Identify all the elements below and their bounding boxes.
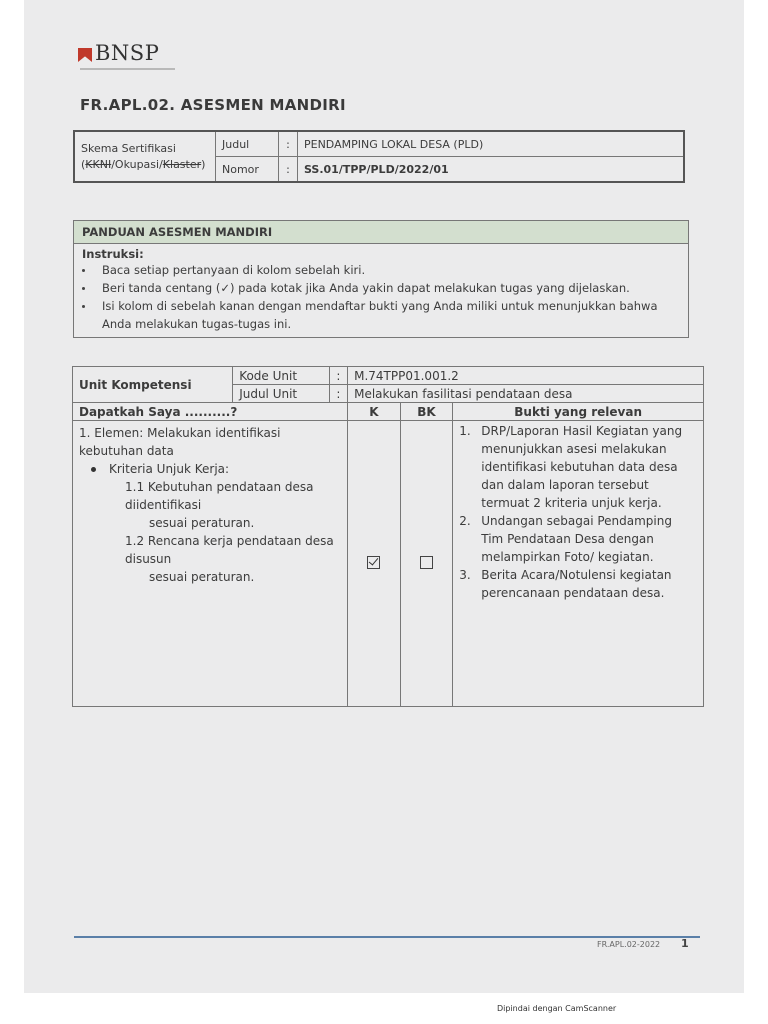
kuk-1-cont: sesuai peraturan.: [149, 516, 255, 530]
bukti-item: 2. Undangan sebagai Pendamping Tim Pendataan Desa dengan melampirkan Foto/ kegiatan.: [459, 514, 672, 564]
kuk-2-cont: sesuai peraturan.: [149, 570, 255, 584]
bk-cell: [400, 421, 453, 707]
judul-key: Judul: [216, 131, 279, 157]
instruksi-item: Isi kolom di sebelah kanan dengan mendaftar bukti yang Anda miliki untuk menunjukkan bahwa Anda melakukan tugas-tugas ini.: [102, 297, 680, 333]
col-header-bukti: Bukti yang relevan: [453, 403, 704, 421]
nomor-sep: :: [279, 157, 298, 183]
kode-label: Kode Unit: [233, 367, 330, 385]
judul-sep: :: [279, 131, 298, 157]
logo-subtitle: [80, 68, 175, 70]
instruksi-item: Beri tanda centang (✓) pada kotak jika Anda yakin dapat melakukan tugas yang dijelaskan.: [102, 279, 680, 297]
skema-label: Skema Sertifikasi (KKNI/Okupasi/Klaster): [74, 131, 216, 182]
unit-table: [72, 366, 704, 707]
judul-unit-value: Melakukan fasilitasi pendataan desa: [348, 385, 704, 403]
elemen-cell: [73, 421, 348, 707]
skema-strike-kkni: KKNI: [85, 157, 112, 171]
footer-form-code: FR.APL.02-2022: [597, 940, 661, 949]
scanner-watermark: Dipindai dengan CamScanner: [497, 1004, 617, 1013]
judul-unit-label: Judul Unit: [233, 385, 330, 403]
bukti-cell: [453, 421, 704, 707]
judul-value: PENDAMPING LOKAL DESA (PLD): [298, 131, 685, 157]
kuk-2: 1.2 Rencana kerja pendataan desa disusun: [125, 534, 334, 566]
panduan-heading: PANDUAN ASESMEN MANDIRI: [74, 221, 688, 244]
judul-unit-sep: :: [329, 385, 347, 403]
unit-label: Unit Kompetensi: [73, 367, 233, 403]
col-header-bk: BK: [400, 403, 453, 421]
bk-checkbox[interactable]: [420, 556, 433, 569]
kode-sep: :: [329, 367, 347, 385]
page-title: FR.APL.02. ASESMEN MANDIRI: [80, 96, 346, 114]
skema-strike-klaster: Klaster: [162, 157, 202, 171]
instruksi-item: Baca setiap pertanyaan di kolom sebelah kiri.: [102, 261, 680, 279]
bukti-item: 3. Berita Acara/Notulensi kegiatan perencanaan pendataan desa.: [459, 568, 672, 600]
elemen-text: 1. Elemen: Melakukan identifikasi kebutuhan data: [79, 426, 281, 458]
kuk-1: 1.1 Kebutuhan pendataan desa diidentifikasi: [125, 480, 314, 512]
nomor-value: SS.01/TPP/PLD/2022/01: [298, 157, 685, 183]
page-number: 1: [681, 937, 689, 950]
col-header-question: Dapatkah Saya ..........?: [73, 403, 348, 421]
nomor-key: Nomor: [216, 157, 279, 183]
skema-label-line1: Skema Sertifikasi: [81, 141, 176, 155]
kriteria-label: Kriteria Unjuk Kerja:: [79, 460, 341, 478]
col-header-k: K: [348, 403, 401, 421]
bnsp-logo-icon: [78, 48, 92, 62]
logo-text: BNSP: [95, 41, 160, 65]
skema-table: [73, 130, 685, 183]
kode-value: M.74TPP01.001.2: [348, 367, 704, 385]
instruksi-list: [74, 261, 688, 333]
instruksi-title: Instruksi:: [82, 247, 144, 261]
footer-divider: [74, 936, 700, 938]
bukti-item: 1. DRP/Laporan Hasil Kegiatan yang menunjukkan asesi melakukan identifikasi kebutuhan data desa dan dalam laporan tersebut termuat 2 kriteria unjuk kerja.: [459, 424, 683, 510]
k-cell: [348, 421, 401, 707]
panduan-box: [73, 220, 689, 338]
k-checkbox[interactable]: [367, 556, 380, 569]
